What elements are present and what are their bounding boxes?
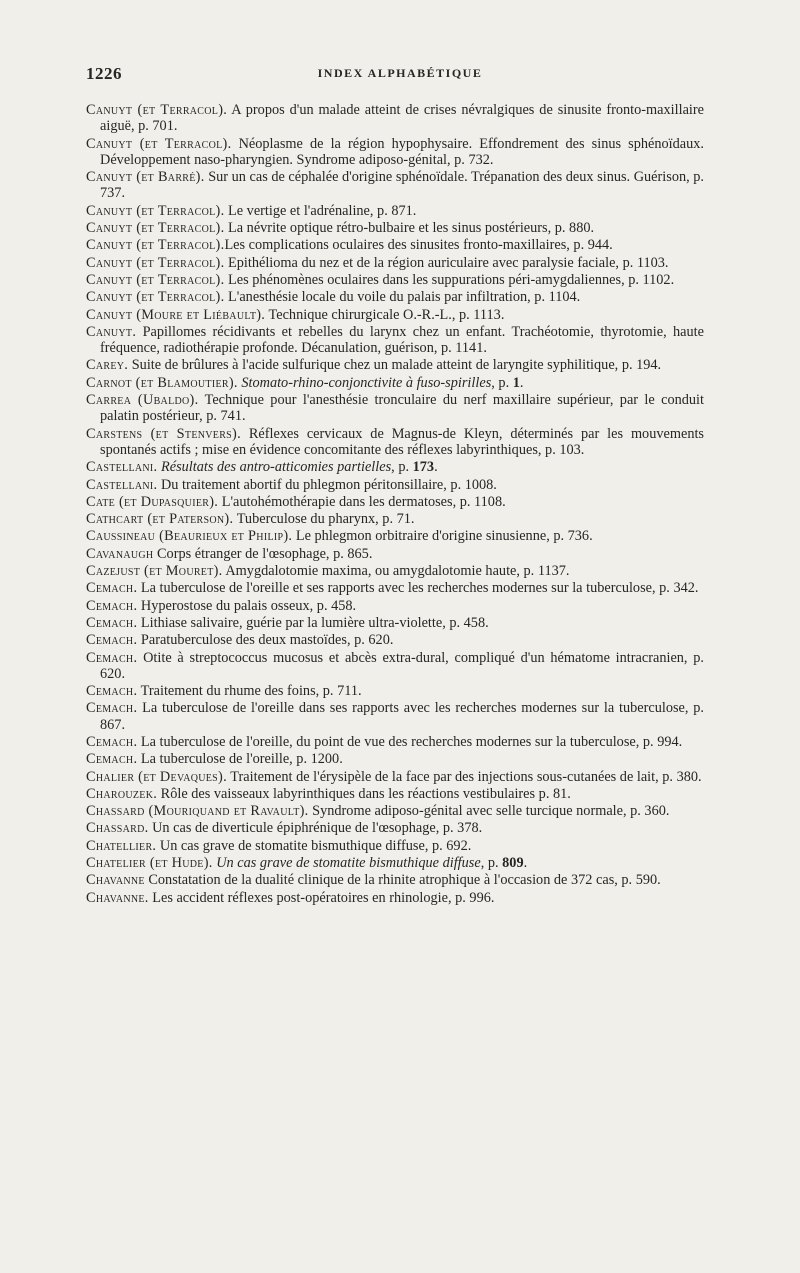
index-entry (86, 683, 704, 699)
entry-text: Sur un cas de céphalée d'origine sphénoïdale. Trépanation des deux sinus. Guérison, p. 737. (100, 169, 704, 202)
entry-author: Cemach. (86, 580, 138, 597)
entry-text: Du traitement abortif du phlegmon péritonsillaire, p. 1008. (157, 476, 497, 493)
entry-author: Chatelier (et Hude). (86, 855, 213, 872)
index-entry (86, 375, 704, 391)
entry-text: Les complications oculaires des sinusites fronto-maxillaires, p. 944. (224, 237, 613, 254)
index-entry (86, 786, 704, 802)
entry-text: Constatation de la dualité clinique de la rhinite atrophique à l'occasion de 372 cas, p. 590. (144, 872, 661, 889)
entry-italic-title: Stomato-rhino-conjonctivite à fuso-spirilles (241, 374, 492, 391)
entry-author: Cemach. (86, 649, 138, 666)
index-entry (86, 392, 704, 425)
entry-author: Cemach. (86, 632, 138, 649)
index-entry (86, 580, 704, 596)
entry-author: Chassard (Mouriquand et Ravault). (86, 803, 309, 820)
entry-text: Un cas de diverticule épiphrénique de l'œsophage, p. 378. (148, 820, 483, 837)
entry-author: Canuyt (et Terracol). (86, 102, 228, 118)
entry-author: Cazejust (et Mouret). (86, 563, 223, 580)
entry-author: Chatellier. (86, 837, 157, 854)
entry-text: Réflexes cervicaux de Magnus-de Kleyn, déterminés par les mouvements spontanés actifs ; mise en évidence concomitante des réflexes labyrinthiques, p. 103. (100, 425, 705, 458)
index-entry (86, 203, 704, 219)
entry-text: Syndrome adiposo-génital avec selle turcique normale, p. 360. (308, 803, 670, 820)
entry-author: Caussineau (Beaurieux et Philip). (86, 528, 293, 545)
index-entry (86, 769, 704, 785)
index-entry (86, 426, 704, 459)
entry-author: Canuyt (et Terracol). (86, 254, 225, 271)
index-entry (86, 528, 704, 544)
index-entry (86, 102, 704, 135)
entry-text: Otite à streptococcus mucosus et abcès extra-dural, compliqué d'un hématome intracranien, p. 620. (100, 649, 704, 682)
index-entry (86, 272, 704, 288)
entry-author: Canuyt (et Terracol). (86, 135, 232, 152)
entry-italic-title: Résultats des antro-atticomies partielles (160, 459, 392, 476)
entry-author: Canuyt (et Terracol). (86, 271, 225, 288)
index-entry (86, 563, 704, 579)
index-entries (86, 102, 704, 907)
entry-text: Suite de brûlures à l'acide sulfurique chez un malade atteint de laryngite syphilitique, p. 194. (128, 357, 662, 374)
entry-text: Hyperostose du palais osseux, p. 458. (137, 597, 357, 614)
index-entry (86, 324, 704, 357)
entry-text: Le vertige et l'adrénaline, p. 871. (224, 202, 417, 219)
index-entry (86, 237, 704, 253)
entry-text: Technique chirurgicale O.-R.-L., p. 1113. (265, 306, 505, 323)
entry-text: L'autohémothérapie dans les dermatoses, p. 1108. (218, 493, 506, 510)
index-entry (86, 855, 704, 871)
entry-author: Chavanne. (86, 889, 149, 906)
entry-text: Lithiase salivaire, guérie par la lumière ultra-violette, p. 458. (137, 614, 489, 631)
entry-page-number: 173 (412, 459, 435, 476)
entry-text: Traitement du rhume des foins, p. 711. (137, 683, 362, 700)
index-entry (86, 632, 704, 648)
entry-author: Cemach. (86, 733, 138, 750)
entry-author: Castellani. (86, 476, 158, 493)
index-entry (86, 751, 704, 767)
entry-author: Canuyt (Moure et Liébault). (86, 306, 266, 323)
entry-text: La névrite optique rétro-bulbaire et les sinus postérieurs, p. 880. (224, 220, 595, 237)
entry-author: Cemach. (86, 597, 138, 614)
entry-text: La tuberculose de l'oreille dans ses rapports avec les recherches modernes sur la tuberculose, p. 867. (100, 700, 704, 733)
index-entry (86, 820, 704, 836)
entry-text: La tuberculose de l'oreille, du point de vue des recherches modernes sur la tuberculose, p. 994. (137, 733, 683, 750)
entry-end: . (434, 459, 438, 476)
entry-text: A propos d'un malade atteint de crises névralgiques de sinusite fronto-maxillaire aiguë, p. 701. (100, 102, 704, 135)
entry-author: Cemach. (86, 751, 138, 768)
index-entry (86, 838, 704, 854)
index-entry (86, 255, 704, 271)
entry-text: Néoplasme de la région hypophysaire. Effondrement des sinus sphénoïdaux. Développement naso-pharyngien. Syndrome adiposo-génital, p. 732. (100, 135, 705, 168)
entry-text: La tuberculose de l'oreille, p. 1200. (137, 751, 343, 768)
index-entry (86, 220, 704, 236)
entry-author: Chavanne (86, 872, 145, 889)
entry-author: Canuyt (et Terracol). (86, 220, 225, 237)
index-entry (86, 890, 704, 906)
entry-author: Carey. (86, 357, 129, 374)
entry-author: Carnot (et Blamoutier). (86, 374, 238, 391)
index-entry (86, 615, 704, 631)
entry-author: Carstens (et Stenvers). (86, 425, 241, 442)
entry-author: Canuyt (et Terracol). (86, 237, 225, 254)
entry-text: Un cas grave de stomatite bismuthique diffuse, p. 692. (156, 837, 472, 854)
entry-text: Epithélioma du nez et de la région auriculaire avec paralysie faciale, p. 1103. (224, 254, 669, 271)
index-entry (86, 357, 704, 373)
index-entry (86, 650, 704, 683)
entry-page-prefix: , p. (491, 374, 513, 391)
index-entry (86, 803, 704, 819)
index-entry (86, 598, 704, 614)
entry-text: Papillomes récidivants et rebelles du larynx chez un enfant. Trachéotomie, thyrotomie, haute fréquence, radiothérapie profonde. Décanulation, guérison, p. 1141. (100, 323, 704, 357)
index-entry (86, 546, 704, 562)
entry-author: Cate (et Dupasquier). (86, 493, 219, 510)
entry-page-number: 1 (512, 374, 520, 391)
index-entry (86, 289, 704, 305)
entry-author: Cemach. (86, 700, 138, 717)
entry-text: La tuberculose de l'oreille et ses rapports avec les recherches modernes sur la tuberculose, p. 342. (137, 580, 699, 597)
entry-author: Chassard. (86, 820, 149, 837)
entry-author: Cavanaugh (86, 545, 154, 562)
entry-author: Charouzek. (86, 785, 158, 802)
running-title: INDEX ALPHABÉTIQUE (317, 66, 483, 80)
entry-text: Tuberculose du pharynx, p. 71. (233, 511, 415, 528)
index-entry (86, 459, 704, 475)
index-entry (86, 494, 704, 510)
entry-text: L'anesthésie locale du voile du palais par infiltration, p. 1104. (224, 289, 581, 306)
index-entry (86, 136, 704, 169)
index-entry (86, 700, 704, 733)
entry-author: Canuyt (et Barré). (86, 169, 205, 186)
entry-author: Canuyt (et Terracol). (86, 202, 225, 219)
entry-author: Castellani. (86, 459, 158, 476)
page-number: 1226 (86, 64, 122, 83)
entry-author: Cemach. (86, 614, 138, 631)
entry-text: Corps étranger de l'œsophage, p. 865. (153, 545, 373, 562)
entry-text: Les accident réflexes post-opératoires en rhinologie, p. 996. (148, 889, 495, 906)
entry-text: Amygdalotomie maxima, ou amygdalotomie haute, p. 1137. (222, 563, 570, 580)
entry-text: Les phénomènes oculaires dans les suppurations péri-amygdaliennes, p. 1102. (224, 271, 675, 288)
entry-text: Technique pour l'anesthésie tronculaire du nerf maxillaire supérieur, par le conduit palatin postérieur, p. 741. (100, 392, 704, 425)
entry-author: Cathcart (et Paterson). (86, 511, 234, 528)
entry-author: Canuyt. (86, 323, 137, 340)
entry-page-prefix: , p. (480, 855, 503, 872)
entry-text: Traitement de l'érysipèle de la face par des injections sous-cutanées de lait, p. 380. (226, 768, 702, 785)
entry-italic-title: Un cas grave de stomatite bismuthique diffuse (216, 855, 481, 872)
entry-author: Cemach. (86, 683, 138, 700)
index-entry (86, 307, 704, 323)
index-entry (86, 169, 704, 202)
entry-author: Chalier (et Devaques). (86, 768, 227, 785)
page-header (86, 64, 714, 88)
entry-text: Le phlegmon orbitraire d'origine sinusienne, p. 736. (292, 528, 593, 545)
index-entry (86, 477, 704, 493)
index-entry (86, 734, 704, 750)
entry-end: . (523, 855, 528, 872)
entry-text: Rôle des vaisseaux labyrinthiques dans les réactions vestibulaires p. 81. (157, 785, 571, 802)
entry-author: Canuyt (et Terracol). (86, 289, 225, 306)
index-entry (86, 511, 704, 527)
entry-author: Carrea (Ubaldo). (86, 392, 199, 409)
entry-end: . (519, 374, 524, 391)
entry-page-prefix: , p. (391, 459, 413, 476)
entry-text: Paratuberculose des deux mastoïdes, p. 620. (137, 632, 394, 649)
index-entry (86, 872, 704, 888)
entry-page-number: 809 (502, 855, 524, 872)
